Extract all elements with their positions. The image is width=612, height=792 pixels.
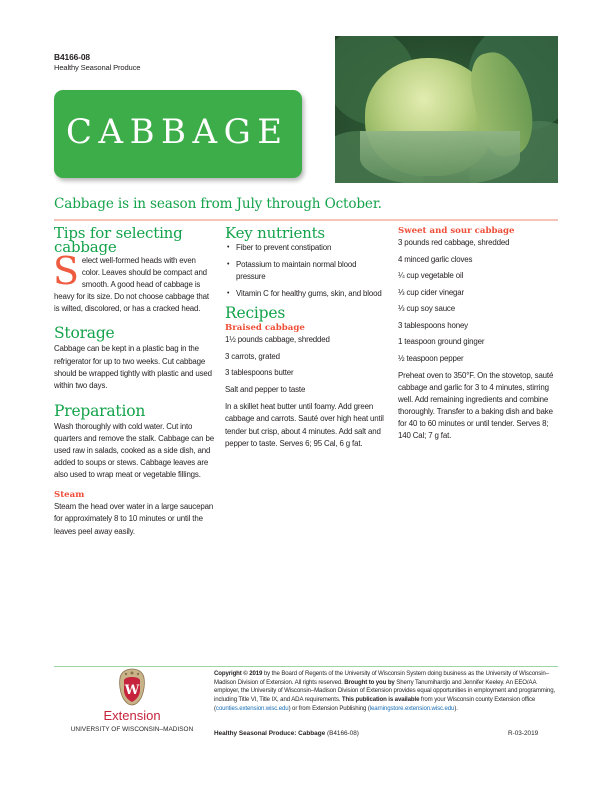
copyright-label: Copyright © 2019 bbox=[214, 670, 263, 677]
publication-code: B4166-08 bbox=[54, 52, 90, 62]
storage-body: Cabbage can be kept in a plastic bag in the refrigerator for up to two weeks. Cut cabbage should be wrapped tightly with plastic and used within two days. bbox=[54, 344, 212, 390]
ingredient: 3 tablespoons butter bbox=[225, 368, 294, 378]
counties-link[interactable]: counties.extension.wisc.edu bbox=[215, 704, 289, 712]
ingredient: ⅓ cup cider vinegar bbox=[398, 287, 465, 297]
page-title: CABBAGE bbox=[66, 112, 289, 152]
ingredient: ⅓ cup soy sauce bbox=[398, 304, 455, 313]
brought-label: Brought to you by bbox=[344, 678, 395, 686]
ingredient: 3 tablespoons honey bbox=[398, 320, 468, 330]
ingredient: ¼ cup vegetable oil bbox=[398, 271, 464, 280]
recipes-heading: Recipes bbox=[225, 304, 286, 323]
publication-name bbox=[214, 730, 359, 737]
nutrient-item: • Fiber to prevent constipation bbox=[225, 242, 385, 254]
top-divider bbox=[54, 219, 558, 221]
footer-divider bbox=[54, 666, 558, 667]
braised-directions: In a skillet heat butter until foamy. Add green cabbage and carrots. Sauté over high heat until tender but crisp, about 4 minutes. Add salt and pepper to taste. Serves 6; 95 Cal, 6 g fat. bbox=[225, 402, 384, 448]
ingredient: 1 teaspoon ground ginger bbox=[398, 337, 485, 346]
tips-body bbox=[53, 249, 214, 315]
storage-heading: Storage bbox=[54, 324, 115, 343]
nutrients-heading: Key nutrients bbox=[225, 224, 325, 242]
ingredient: 3 carrots, grated bbox=[225, 351, 280, 361]
learningstore-link[interactable]: learningstore.extension.wisc.edu bbox=[369, 704, 455, 712]
copyright-text: ). bbox=[454, 704, 458, 712]
available-label: This publication is available bbox=[341, 696, 420, 704]
steam-body: Steam the head over water in a large saucepan for approximately 8 to 10 minutes or until the leaves peel away easily. bbox=[54, 502, 214, 536]
nutrient-item: • Potassium to maintain normal blood pressure bbox=[225, 259, 385, 283]
title-banner bbox=[54, 90, 302, 178]
extension-wordmark: Extension bbox=[103, 708, 161, 723]
university-name: UNIVERSITY OF WISCONSIN–MADISON bbox=[70, 726, 194, 733]
ingredient: 4 minced garlic cloves bbox=[398, 254, 473, 264]
ingredient: ½ teaspoon pepper bbox=[398, 353, 464, 363]
revision-code: R-03-2019 bbox=[508, 730, 539, 737]
sweet-sour-title: Sweet and sour cabbage bbox=[398, 226, 515, 236]
copyright-text: ) or from Extension Publishing ( bbox=[288, 704, 370, 712]
tips-text: elect well-formed heads with even color. Leaves should be compact and smooth. A good head of cabbage is heavy for its size. Do not choose cabbage that is wilted, discolored, or has a cracked head. bbox=[54, 256, 209, 314]
preparation-heading: Preparation bbox=[54, 401, 146, 420]
column-3 bbox=[398, 226, 563, 443]
copyright-text: from your Wisconsin county Extension office ( bbox=[214, 696, 536, 712]
tips-heading: Tips for selecting cabbage bbox=[54, 224, 183, 256]
sweet-sour-ingredients bbox=[398, 238, 563, 363]
ingredient: Salt and pepper to taste bbox=[225, 384, 306, 394]
ingredient: 1½ pounds cabbage, shredded bbox=[225, 335, 330, 345]
column-1 bbox=[54, 226, 214, 538]
series-name: Healthy Seasonal Produce bbox=[54, 63, 141, 72]
preparation-body: Wash thoroughly with cold water. Cut into quarters and remove the stalk. Cabbage can be used raw in salads, cooked as a side dish, and added to soups or stews. Cabbage leaves are also used to wrap meat or vegetable fillings. bbox=[54, 421, 214, 480]
cabbage-photo bbox=[335, 36, 558, 183]
uw-crest-icon bbox=[117, 668, 147, 706]
photo-wrap-leaf bbox=[360, 131, 520, 183]
column-2 bbox=[225, 226, 385, 450]
svg-text:W: W bbox=[124, 683, 140, 698]
braised-ingredients bbox=[225, 335, 385, 394]
braised-title: Braised cabbage bbox=[225, 323, 305, 334]
pub-title: Healthy Seasonal Produce: Cabbage bbox=[214, 730, 326, 737]
pub-code: (B4166-08) bbox=[325, 730, 359, 737]
drop-cap: S bbox=[53, 249, 79, 293]
copyright-text: by the Board of Regents of the University of Wisconsin System doing business as the University of Wisconsin–Madison Division of Extension. All rights reserved. bbox=[214, 670, 549, 686]
copyright-text: Sherry Tanumihardjo and Jennifer Keeley. An EEO/AA employer, the University of Wisconsin–Madison Division of Extension provides equal opportunities in employment and programming, including Title VI, Title IX, and ADA requirements. bbox=[214, 678, 556, 704]
nutrient-item: • Vitamin C for healthy gums, skin, and blood bbox=[225, 288, 385, 300]
nutrients-list bbox=[225, 242, 385, 300]
copyright-notice bbox=[214, 670, 560, 714]
ingredient: 3 pounds red cabbage, shredded bbox=[398, 238, 510, 247]
steam-heading: Steam bbox=[54, 490, 85, 501]
season-statement: Cabbage is in season from July through October. bbox=[54, 196, 382, 212]
sweet-sour-directions: Preheat oven to 350°F. On the stovetop, sauté cabbage and garlic for 3 to 4 minutes, stirring well. Add remaining ingredients and combine thoroughly. Transfer to a baking dish and bake for 40 to 60 minutes or until tender. Serves 8; 140 Cal; 7 g fat. bbox=[398, 371, 554, 441]
